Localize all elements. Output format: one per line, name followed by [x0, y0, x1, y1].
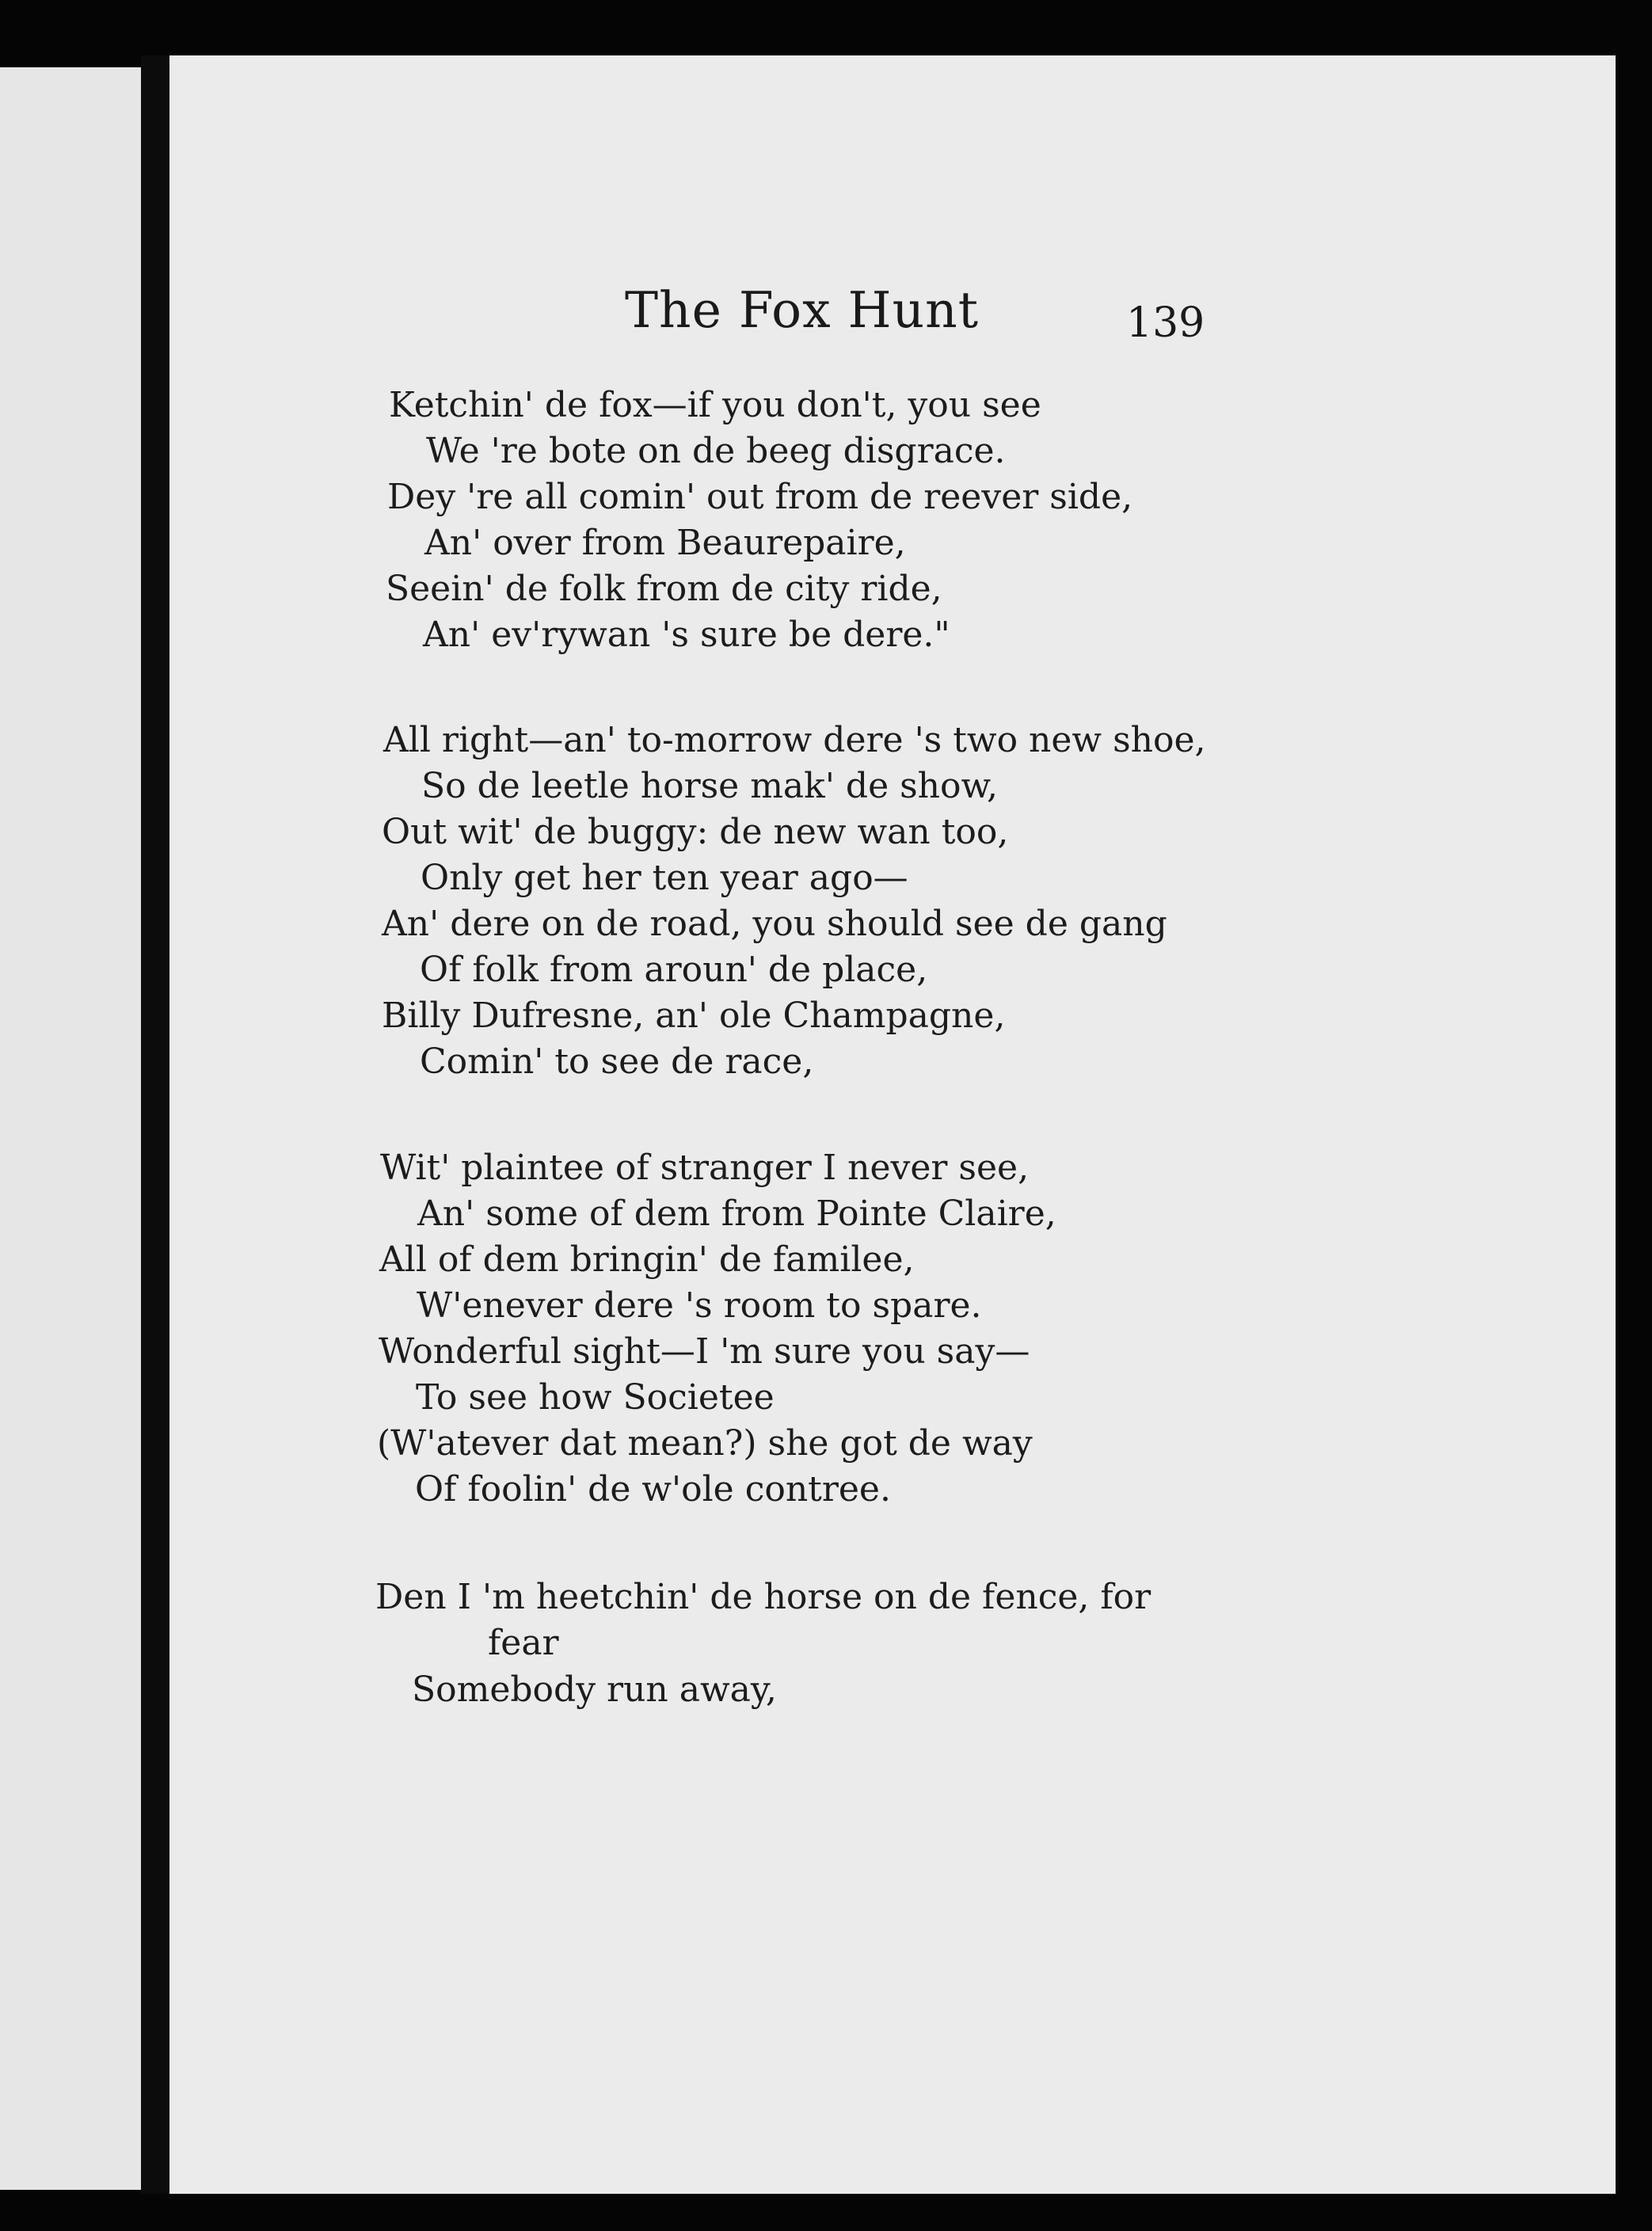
- running-title: The Fox Hunt: [625, 281, 980, 339]
- verse-line: Of foolin' de w'ole contree.: [415, 1469, 891, 1510]
- verse-line: We 're bote on de beeg disgrace.: [426, 431, 1006, 471]
- page-number: 139: [1126, 299, 1205, 347]
- verse-line: To see how Societee: [416, 1377, 775, 1418]
- verse-line: Billy Dufresne, an' ole Champagne,: [382, 996, 1006, 1036]
- verse-line: Seein' de folk from de city ride,: [386, 569, 942, 609]
- verse-line: fear: [488, 1623, 559, 1663]
- book-gutter: [141, 55, 169, 2194]
- verse-line: Ketchin' de fox—if you don't, you see: [389, 385, 1041, 425]
- verse-line: Only get her ten year ago—: [421, 858, 908, 898]
- verse-line: So de leetle horse mak' de show,: [421, 766, 998, 806]
- verse-line: Wit' plaintee of stranger I never see,: [380, 1148, 1030, 1188]
- book-page: [169, 55, 1616, 2194]
- verse-line: W'enever dere 's room to spare.: [417, 1285, 982, 1326]
- facing-page-edge: [0, 67, 141, 2190]
- verse-line: Wonderful sight—I 'm sure you say—: [379, 1331, 1030, 1372]
- verse-line: Somebody run away,: [412, 1669, 777, 1710]
- verse-line: An' over from Beaurepaire,: [424, 523, 906, 563]
- verse-line: Dey 're all comin' out from de reever side,: [387, 477, 1133, 517]
- verse-line: Of folk from aroun' de place,: [420, 950, 928, 990]
- verse-line: An' ev'rywan 's sure be dere.": [423, 615, 950, 655]
- verse-line: Den I 'm heetchin' de horse on de fence, for: [375, 1577, 1151, 1617]
- verse-line: An' some of dem from Pointe Claire,: [417, 1194, 1056, 1234]
- verse-line: (W'atever dat mean?) she got de way: [377, 1423, 1033, 1464]
- verse-line: Comin' to see de race,: [420, 1041, 814, 1082]
- verse-line: All right—an' to-morrow dere 's two new shoe,: [383, 720, 1206, 760]
- verse-line: All of dem bringin' de familee,: [379, 1239, 915, 1280]
- verse-line: An' dere on de road, you should see de gang: [382, 904, 1167, 944]
- verse-line: Out wit' de buggy: de new wan too,: [382, 812, 1009, 852]
